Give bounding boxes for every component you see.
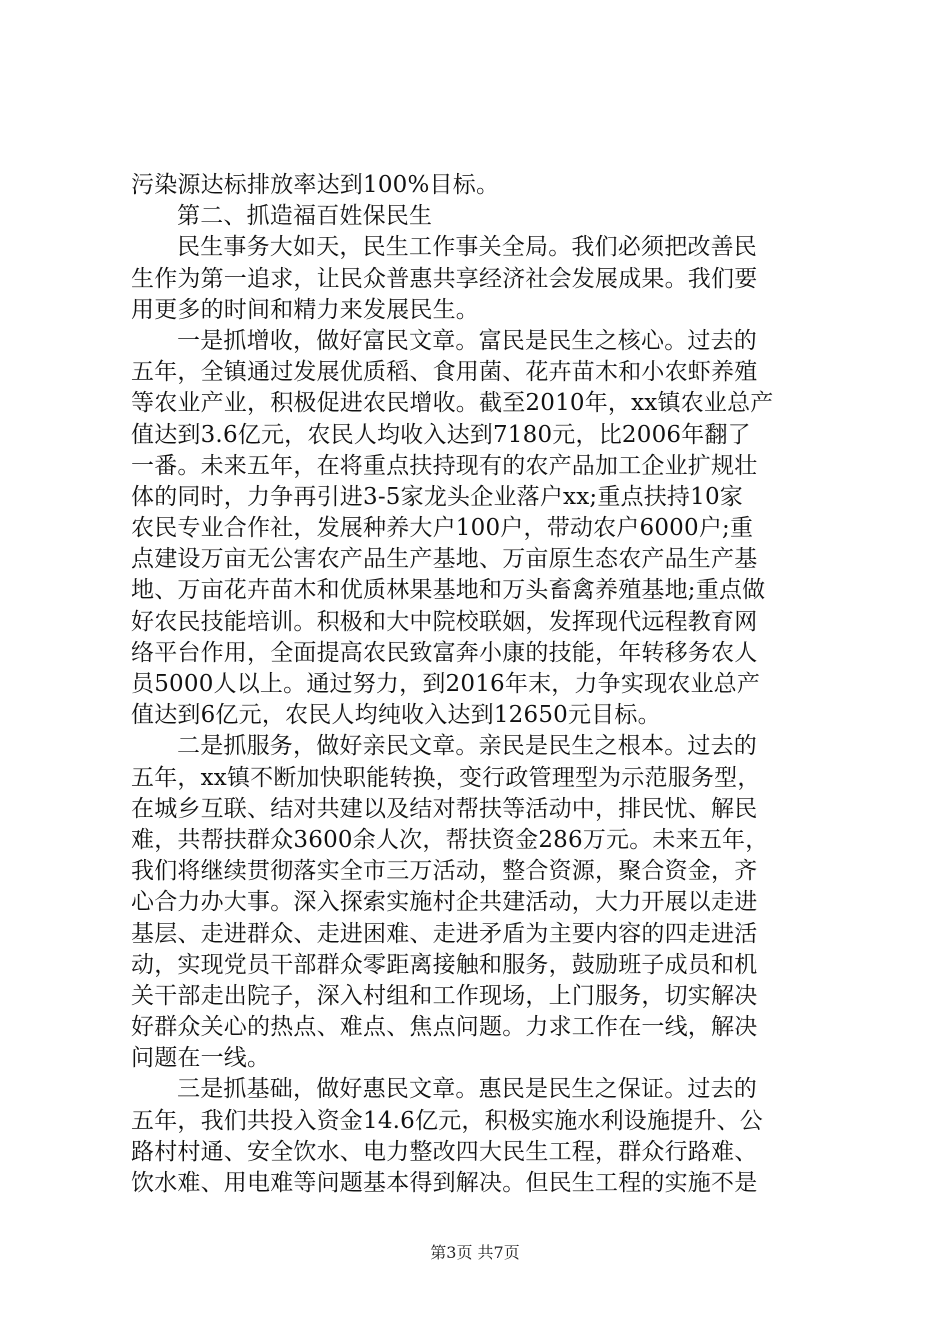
text-line: 五年，全镇通过发展优质稻、食用菌、花卉苗木和小农虾养殖	[131, 359, 758, 386]
text-line: 五年，我们共投入资金14.6亿元，积极实施水利设施提升、公	[131, 1107, 764, 1134]
text-line: 动，实现党员干部群众零距离接触和服务，鼓励班子成员和机	[131, 951, 758, 978]
text-line: 基层、走进群众、走进困难、走进矛盾为主要内容的四走进活	[131, 920, 758, 947]
text-line: 路村村通、安全饮水、电力整改四大民生工程，群众行路难、	[131, 1138, 758, 1165]
text-line: 等农业产业，积极促进农民增收。截至2010年，xx镇农业总产	[131, 390, 774, 417]
text-line: 生作为第一追求，让民众普惠共享经济社会发展成果。我们要	[131, 265, 758, 292]
text-line: 问题在一线。	[131, 1045, 271, 1072]
text-line: 心合力办大事。深入探索实施村企共建活动，大力开展以走进	[131, 889, 758, 916]
text-line: 五年，xx镇不断加快职能转换，变行政管理型为示范服务型，	[131, 764, 761, 791]
paragraph-first-line: 二是抓服务，做好亲民文章。亲民是民生之根本。过去的	[177, 733, 757, 760]
page-number-footer: 第3页 共7页	[430, 1243, 520, 1262]
text-line: 好群众关心的热点、难点、焦点问题。力求工作在一线，解决	[131, 1014, 758, 1041]
text-line: 一番。未来五年，在将重点扶持现有的农产品加工企业扩规壮	[131, 452, 758, 479]
body-text	[131, 170, 831, 1199]
paragraph-first-line: 民生事务大如天，民生工作事关全局。我们必须把改善民	[177, 234, 757, 261]
paragraph-first-line: 一是抓增收，做好富民文章。富民是民生之核心。过去的	[177, 327, 757, 354]
text-line: 用更多的时间和精力来发展民生。	[131, 296, 479, 323]
text-line: 农民专业合作社，发展种养大户100户，带动农户6000户;重	[131, 515, 754, 542]
text-line: 体的同时，力争再引进3-5家龙头企业落户xx;重点扶持10家	[131, 483, 743, 510]
text-line: 难，共帮扶群众3600余人次，帮扶资金286万元。未来五年，	[131, 826, 769, 853]
text-line: 好农民技能培训。积极和大中院校联姻，发挥现代远程教育网	[131, 608, 758, 635]
text-line: 点建设万亩无公害农产品生产基地、万亩原生态农产品生产基	[131, 546, 758, 573]
paragraph-first-line: 三是抓基础，做好惠民文章。惠民是民生之保证。过去的	[177, 1076, 757, 1103]
text-line: 员5000人以上。通过努力，到2016年末，力争实现农业总产	[131, 671, 761, 697]
section-heading: 第二、抓造福百姓保民生	[177, 203, 433, 230]
text-line: 地、万亩花卉苗木和优质林果基地和万头畜禽养殖基地;重点做	[131, 577, 766, 604]
text-line: 我们将继续贯彻落实全市三万活动，整合资源，聚合资金，齐	[131, 858, 758, 885]
text-line: 在城乡互联、结对共建以及结对帮扶等活动中，排民忧、解民	[131, 795, 758, 822]
text-line: 值达到6亿元，农民人均纯收入达到12650元目标。	[131, 702, 661, 729]
text-line: 值达到3.6亿元，农民人均收入达到7180元，比2006年翻了	[131, 421, 751, 448]
text-line: 关干部走出院子，深入村组和工作现场，上门服务，切实解决	[131, 982, 758, 1009]
text-line: 饮水难、用电难等问题基本得到解决。但民生工程的实施不是	[131, 1170, 758, 1196]
text-line: 络平台作用，全面提高农民致富奔小康的技能，年转移务农人	[131, 639, 758, 666]
text-line: 污染源达标排放率达到100%目标。	[131, 172, 500, 198]
